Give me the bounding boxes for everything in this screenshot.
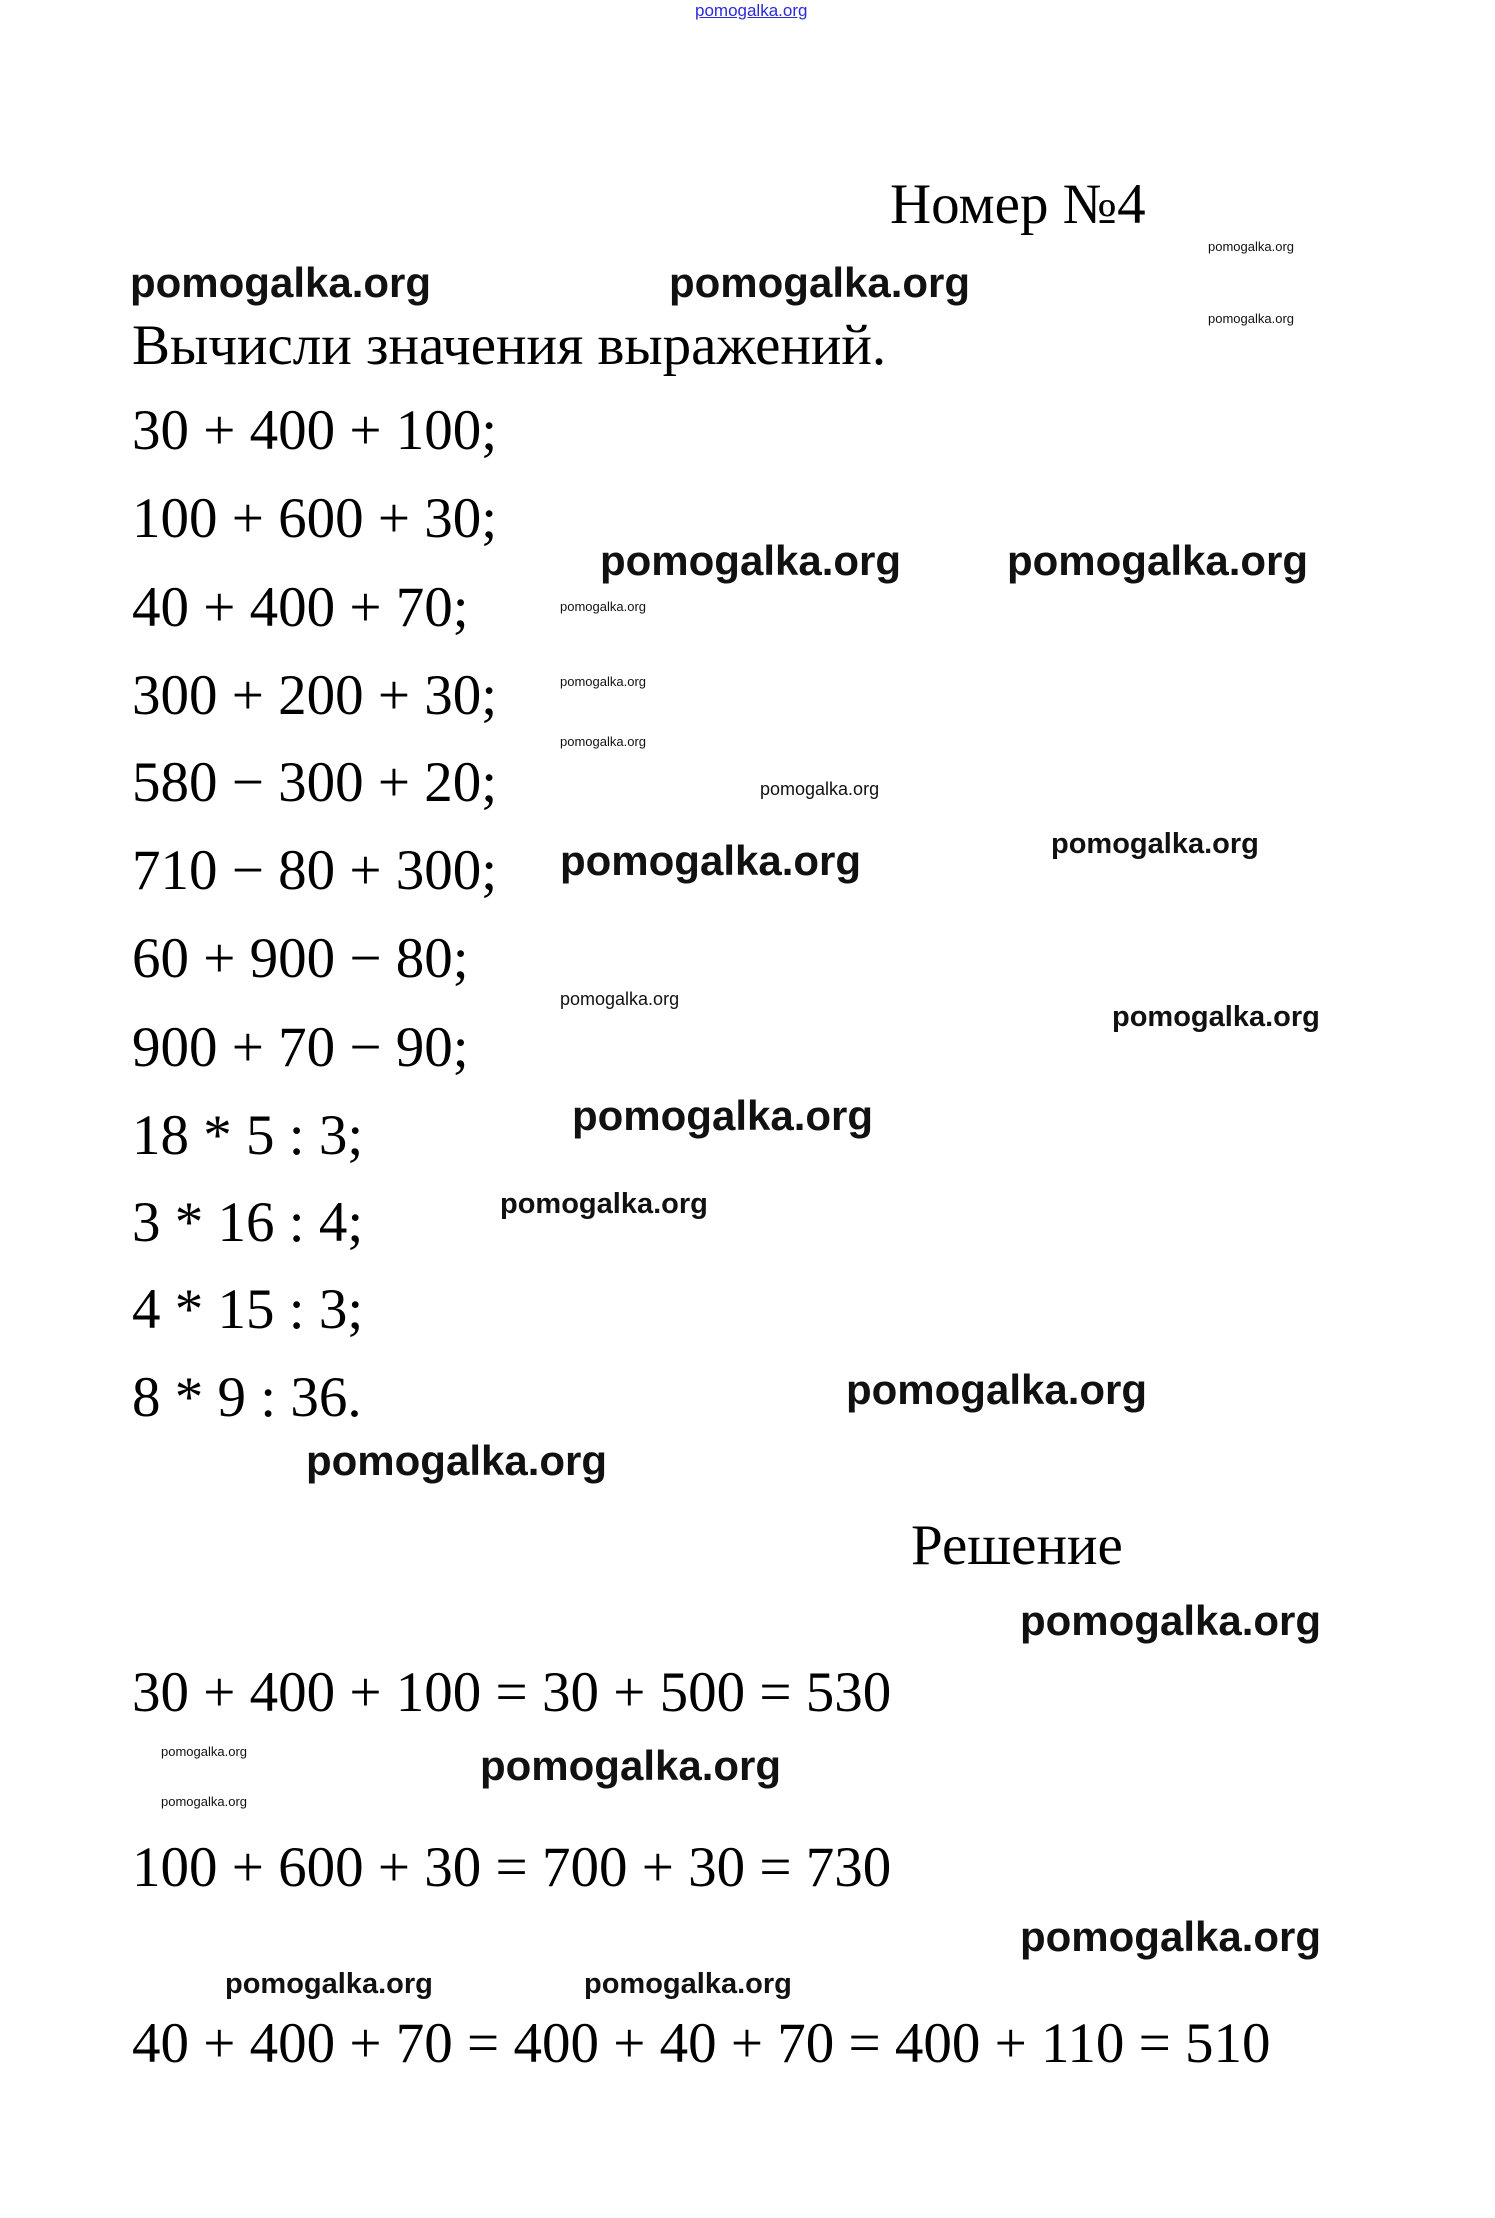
watermark: pomogalka.org (572, 1092, 874, 1139)
expression: 40 + 400 + 70; (132, 576, 469, 639)
watermark: pomogalka.org (130, 259, 432, 306)
watermark: pomogalka.org (560, 734, 646, 749)
watermark: pomogalka.org (560, 837, 862, 884)
expression: 900 + 70 − 90; (132, 1016, 469, 1079)
watermark: pomogalka.org (161, 1744, 247, 1759)
watermark: pomogalka.org (225, 1968, 433, 2000)
watermark: pomogalka.org (846, 1366, 1148, 1413)
solution-line: 40 + 400 + 70 = 400 + 40 + 70 = 400 + 110 = 510 (132, 2012, 1271, 2075)
watermark: pomogalka.org (1007, 537, 1309, 584)
solution-heading: Решение (911, 1514, 1123, 1577)
task-text: Вычисли значения выражений. (132, 314, 887, 377)
expression: 3 * 16 : 4; (132, 1191, 364, 1254)
expression: 60 + 900 − 80; (132, 927, 469, 990)
watermark: pomogalka.org (760, 779, 880, 799)
expression: 18 * 5 : 3; (132, 1104, 364, 1167)
expression: 300 + 200 + 30; (132, 664, 498, 727)
solution-line: 100 + 600 + 30 = 700 + 30 = 730 (132, 1836, 892, 1899)
expression: 4 * 15 : 3; (132, 1278, 364, 1341)
watermark: pomogalka.org (1208, 239, 1294, 254)
watermark: pomogalka.org (1112, 1001, 1320, 1033)
watermark: pomogalka.org (584, 1968, 792, 2000)
watermark: pomogalka.org (560, 599, 646, 614)
watermark: pomogalka.org (1020, 1913, 1322, 1960)
site-link[interactable]: pomogalka.org (695, 1, 808, 20)
page-title: Номер №4 (890, 173, 1146, 236)
expression: 30 + 400 + 100; (132, 399, 498, 462)
watermark: pomogalka.org (306, 1437, 608, 1484)
expression: 100 + 600 + 30; (132, 487, 498, 550)
watermark: pomogalka.org (560, 989, 680, 1009)
watermark: pomogalka.org (1051, 828, 1259, 860)
watermark: pomogalka.org (500, 1188, 708, 1220)
watermark: pomogalka.org (1020, 1597, 1322, 1644)
expression: 710 − 80 + 300; (132, 839, 498, 902)
watermark: pomogalka.org (600, 537, 902, 584)
solution-line: 30 + 400 + 100 = 30 + 500 = 530 (132, 1661, 892, 1724)
expression: 580 − 300 + 20; (132, 751, 498, 814)
watermark: pomogalka.org (161, 1794, 247, 1809)
watermark: pomogalka.org (1208, 311, 1294, 326)
watermark: pomogalka.org (480, 1742, 782, 1789)
watermark: pomogalka.org (560, 674, 646, 689)
expression: 8 * 9 : 36. (132, 1366, 362, 1429)
watermark: pomogalka.org (669, 259, 971, 306)
